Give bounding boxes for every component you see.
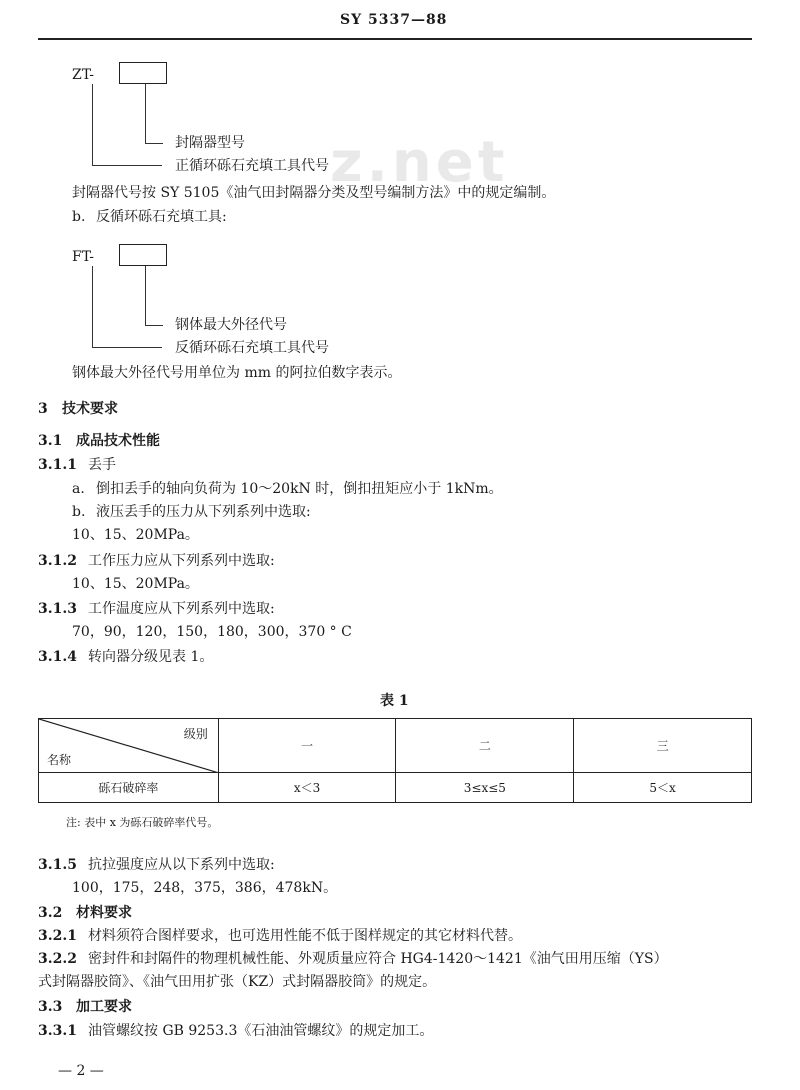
s315-text: 抗拉强度应从以下系列中选取: [88,857,275,873]
s311-values: 10、15、20MPa。 [72,527,199,543]
s315-num: 3.1.5 [38,857,77,873]
s33-num: 3.3 [38,999,63,1015]
header-rule [38,38,752,40]
s322-num: 3.2.2 [38,951,77,967]
zt-connector-outer-h [92,165,162,166]
table1-corner-cell [39,719,219,773]
table1-caption: 表 1 [380,693,409,709]
s33-title: 加工要求 [76,999,132,1015]
zt-connector-inner-h [145,143,163,144]
table1-corner-bottom: 名称 [47,753,72,767]
s331-num: 3.3.1 [38,1023,77,1039]
s311-a-num: a. [72,481,85,497]
s313-values: 70，90，120，150，180，300，370 ° C [72,624,352,640]
s32-num: 3.2 [38,905,63,921]
item-b-num: b. [72,209,86,225]
s321-text: 材料须符合图样要求，也可选用性能不低于图样规定的其它材料代替。 [88,928,522,944]
s311-a-text: 倒扣丢手的轴向负荷为 10～20kN 时，倒扣扭矩应小于 1kNm。 [96,481,503,497]
table1-grade-1: 一 [218,719,396,773]
table1-row-name: 砾石破碎率 [39,773,219,803]
ft-connector-inner-h [145,325,163,326]
s313-num: 3.1.3 [38,601,77,617]
table1-corner-top: 级别 [183,727,208,741]
s322-line1: 密封件和封隔件的物理机械性能、外观质量应符合 HG4-1420～1421《油气田用压缩（YS） [88,951,668,967]
zt-connector-inner [145,84,146,144]
s31-num: 3.1 [38,433,63,449]
table-1 [38,718,752,803]
sec3-title: 技术要求 [62,401,118,417]
ft-connector-inner [145,266,146,326]
table1-cell-1: x＜3 [218,773,396,803]
table1-grade-2: 二 [396,719,574,773]
zt-code-box [119,62,167,84]
s322-line2: 式封隔器胶筒》、《油气田用扩张（KZ）式封隔器胶筒》的规定。 [38,974,437,990]
s311-title: 丢手 [88,457,116,473]
s313-text: 工作温度应从下列系列中选取: [88,601,275,617]
zt-connector-outer [92,84,93,166]
ft-prefix: FT- [72,249,94,265]
sec3-num: 3 [38,401,48,417]
ft-code-box [119,244,167,266]
ft-label-tool: 反循环砾石充填工具代号 [175,340,329,356]
zt-note: 封隔器代号按 SY 5105《油气田封隔器分类及型号编制方法》中的规定编制。 [72,185,556,201]
table1-grade-3: 三 [574,719,752,773]
s32-title: 材料要求 [76,905,132,921]
table1-note: 注: 表中 x 为砾石破碎率代号。 [66,816,219,829]
ft-connector-outer [92,266,93,348]
zt-label-tool: 正循环砾石充填工具代号 [175,158,329,174]
zt-label-model: 封隔器型号 [175,135,245,151]
ft-note: 钢体最大外径代号用单位为 mm 的阿拉伯数字表示。 [72,365,402,381]
watermark: z.net [330,130,509,195]
s311-num: 3.1.1 [38,457,77,473]
s314-num: 3.1.4 [38,649,77,665]
s312-num: 3.1.2 [38,553,77,569]
s331-text: 油管螺纹按 GB 9253.3《石油油管螺纹》的规定加工。 [88,1023,434,1039]
ft-label-od: 钢体最大外径代号 [175,317,287,333]
standard-number: SY 5337—88 [340,12,448,28]
ft-connector-outer-h [92,347,162,348]
s321-num: 3.2.1 [38,928,77,944]
item-b-text: 反循环砾石充填工具: [96,209,227,225]
s315-values: 100，175，248，375，386，478kN。 [72,880,338,896]
table1-cell-2: 3≤x≤5 [396,773,574,803]
page-number: — 2 — [58,1063,104,1079]
zt-prefix: ZT- [72,67,94,83]
s312-text: 工作压力应从下列系列中选取: [88,553,275,569]
table1-cell-3: 5＜x [574,773,752,803]
s311-b-text: 液压丢手的压力从下列系列中选取: [96,504,311,520]
s314-text: 转向器分级见表 1。 [88,649,214,665]
s312-values: 10、15、20MPa。 [72,576,199,592]
s31-title: 成品技术性能 [76,433,160,449]
s311-b-num: b. [72,504,86,520]
